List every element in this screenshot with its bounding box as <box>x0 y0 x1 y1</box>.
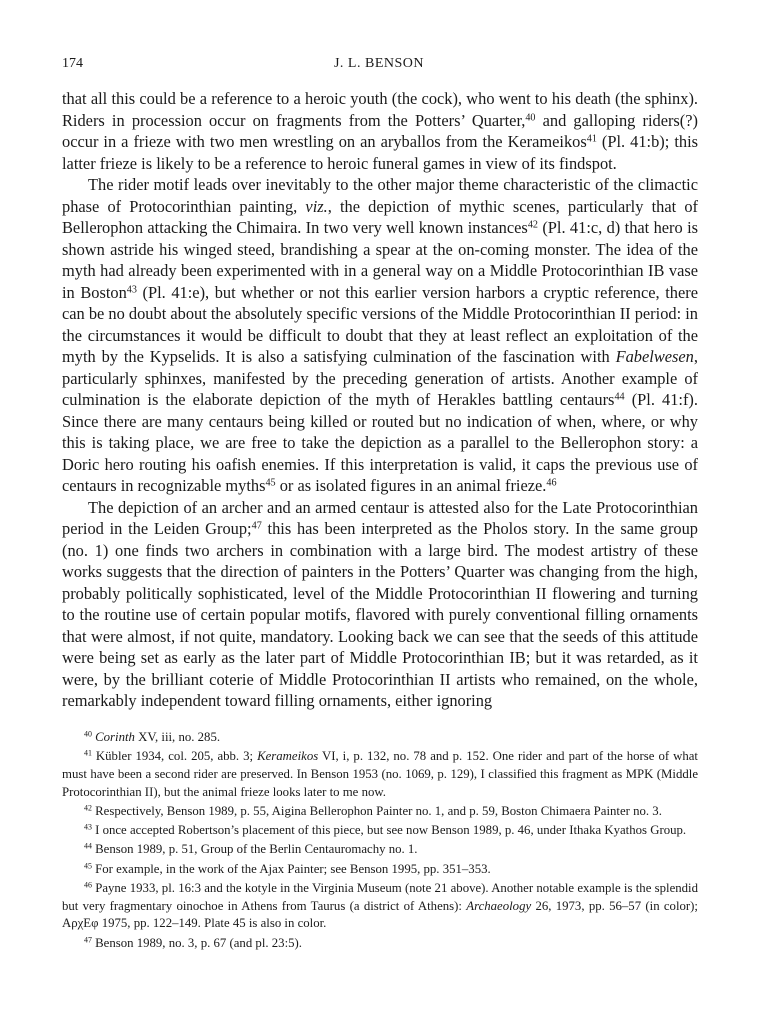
footnote <box>62 748 698 801</box>
footnote-text: Respectively, Benson 1989, p. 55, Aigina Bellerophon Painter no. 1, and p. 59, Boston Chimaera Painter no. 3. <box>95 803 662 818</box>
footnote <box>62 841 698 859</box>
footnote <box>62 861 698 879</box>
footnote-number: 47 <box>84 935 92 945</box>
footnote-text: Payne 1933, pl. 16:3 and the kotyle in the Virginia Museum (note 21 above). Another notable example is the splendid but very fragmentary oinochoe in Athens from Taurus (a district of Athens): Archaeology 26, 1973, pp. 56–57 (in color); ΑρχΕφ 1975, pp. 122–149. Plate 45 is also in color. <box>62 880 699 931</box>
paragraph-3: The depiction of an archer and an armed centaur is attested also for the Late Protocorinthian period in the Leiden Group;$^{47}$ this has been interpreted as the Pholos story. In the same group (no. 1) one finds two archers in combination with a large bird. The modest artistry of these works suggests that the direction of painters in the Potters’ Quarter was changing from the high, probably politically sophisticated, level of the Middle Protocorinthian II flowering and turning to the routine use of certain popular motifs, flavored with purely conventional filling ornaments that were almost, if not quite, mandatory. Looking back we can see that the seeds of this attitude were being set as early as the later part of Middle Protocorinthian IB; but it was retarded, as it were, by the brilliant coterie of Middle Protocorinthian II artists who remained, on the whole, remarkably independent toward filling ornaments, either ignoring <box>62 497 698 710</box>
body-text <box>62 88 698 712</box>
paragraph-2: The rider motif leads over inevitably to the other major theme characteristic of the climactic phase of Protocorinthian painting, viz., the depiction of mythic scenes, particularly that of Bellerophon attacking the Chimaira. In two very well known instances$^{42}$ (Pl. 41:c, d) that hero is shown astride his winged steed, brandishing a spear at the on-coming monster. The idea of the myth had already been experimented with in a general way on a Middle Protocorinthian IB vase in Boston$^{43}$ (Pl. 41:e), but whether or not this earlier version harbors a cryptic reference, there can be no doubt about the absolutely specific versions of the Middle Protocorinthian II period: in the circumstances it would be difficult to doubt that they at least reflect an exploitation of the myth by the Kypselids. It is also a satisfying culmination of the fascination with Fabelwesen, particularly sphinxes, manifested by the preceding generation of artists. Another example of culmination is the elaborate depiction of the myth of Herakles battling centaurs$^{44}$ (Pl. 41:f). Since there are many centaurs being killed or routed but no indication of when, where, or why this is taking place, we are free to take the depiction as a parallel to the Bellerophon story: a Doric hero routing his oafish enemies. If this interpretation is valid, it caps the previous use of centaurs in recognizable myths$^{45}$ or as isolated figures in an animal frieze.$^{46}$ <box>62 175 699 495</box>
footnote <box>62 729 698 747</box>
footnotes <box>62 729 698 954</box>
paragraph-1: that all this could be a reference to a heroic youth (the cock), who went to his death (the sphinx). Riders in procession occur on fragments from the Potters’ Quarter,$^{40}$ and galloping riders(?) occur in a frieze with two men wrestling on an aryballos from the Kerameikos$^{41}$ (Pl. 41:b); this latter frieze is likely to be a reference to heroic funeral games in view of its findspot. <box>62 89 698 173</box>
footnote <box>62 822 698 840</box>
footnote-text: Benson 1989, no. 3, p. 67 (and pl. 23:5). <box>95 935 302 950</box>
footnote-text: For example, in the work of the Ajax Painter; see Benson 1995, pp. 351–353. <box>95 861 491 876</box>
footnote <box>62 880 698 933</box>
footnote-text: Benson 1989, p. 51, Group of the Berlin Centauromachy no. 1. <box>95 842 418 857</box>
footnote <box>62 803 698 821</box>
footnote-number: 42 <box>84 803 92 813</box>
footnote <box>62 935 698 953</box>
footnote-number: 40 <box>84 729 92 739</box>
running-head: J. L. BENSON <box>333 56 424 71</box>
footnote-text: I once accepted Robertson’s placement of this piece, but see now Benson 1989, p. 46, under Ithaka Kyathos Group. <box>95 823 687 838</box>
footnote-number: 46 <box>84 880 92 890</box>
footnote-text: Corinth XV, iii, no. 285. <box>95 730 221 744</box>
page-number: 174 <box>62 56 83 71</box>
footnote-number: 45 <box>84 861 92 871</box>
page-header <box>62 56 696 76</box>
footnote-text: Kübler 1934, col. 205, abb. 3; Kerameikos VI, i, p. 132, no. 78 and p. 152. One rider and part of the horse of what must have been a second rider are preserved. In Benson 1953 (no. 1069, p. 129), I classified this fragment as MPK (Middle Protocorinthian II), but the animal frieze looks later to me now. <box>62 749 698 799</box>
footnote-number: 43 <box>84 822 92 832</box>
footnote-number: 44 <box>84 841 92 851</box>
footnote-number: 41 <box>84 748 92 758</box>
